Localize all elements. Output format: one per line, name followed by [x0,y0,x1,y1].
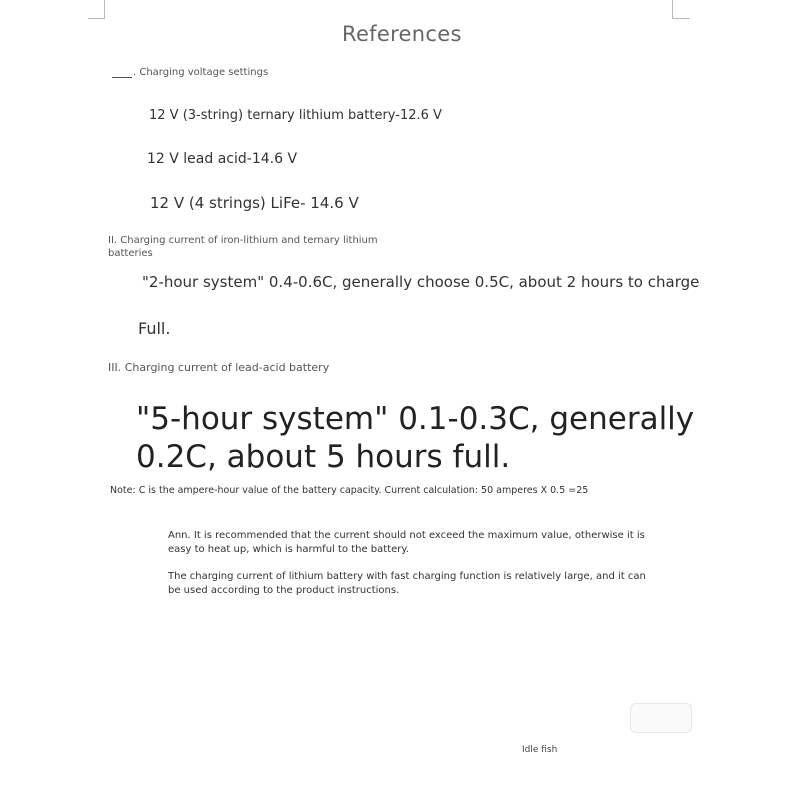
page-title: References [342,22,462,46]
annotation-fast-charging-line1: The charging current of lithium battery with fast charging function is relatively large, and it can [168,571,646,582]
annotation-current-limit-line2: easy to heat up, which is harmful to the battery. [168,544,410,555]
voltage-lead-acid: 12 V lead acid-14.6 V [147,151,298,167]
section3-large-text [136,400,694,476]
annotation-current-limit-line1: Ann. It is recommended that the current should not exceed the maximum value, otherwise it is [168,530,645,541]
section2-paragraph: "2-hour system" 0.4-0.6C, generally choose 0.5C, about 2 hours to charge [142,273,700,291]
annotation-fast-charging [168,570,646,598]
section2-heading [108,234,378,260]
capacity-note: Note: C is the ampere-hour value of the battery capacity. Current calculation: 50 amperes X 0.5 =25 [110,485,589,496]
crop-mark-top-left-h [88,18,105,19]
crop-mark-top-right-h [672,18,690,19]
voltage-ternary-lithium: 12 V (3-string) ternary lithium battery-12.6 V [149,108,442,123]
section2-paragraph-continued: Full. [138,319,171,338]
section1-heading: . Charging voltage settings [133,67,269,78]
section3-heading: III. Charging current of lead-acid battery [108,361,330,374]
crop-mark-top-right [672,0,673,18]
watermark-label: Idle fish [522,745,558,755]
section3-large-line2: 0.2C, about 5 hours full. [136,439,511,475]
annotation-current-limit [168,529,645,557]
watermark-logo-box [630,703,692,733]
annotation-fast-charging-line2: be used according to the product instructions. [168,585,400,596]
section2-heading-line1: II. Charging current of iron-lithium and ternary lithium [108,235,378,246]
voltage-life: 12 V (4 strings) LiFe- 14.6 V [150,194,359,212]
section3-large-line1: "5-hour system" 0.1-0.3C, generally [136,401,695,437]
section1-number-blank [112,66,132,78]
section2-heading-line2: batteries [108,248,153,259]
crop-mark-top-left [104,0,105,18]
